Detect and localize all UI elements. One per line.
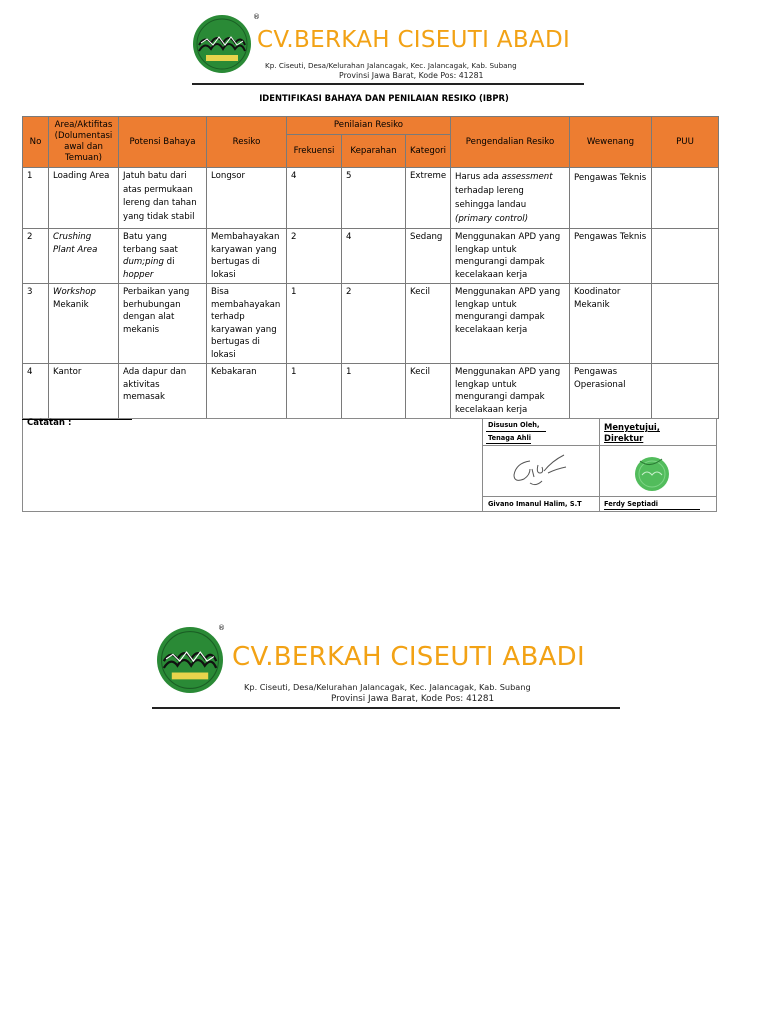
table-row — [23, 168, 719, 229]
cell-kategori: Sedang — [406, 229, 451, 284]
cell-potensi: Ada dapur dan aktivitas memasak — [119, 364, 207, 419]
header-frekuensi: Frekuensi — [287, 135, 342, 168]
header-area: Area/Aktifitas (Dolumentasi awal dan Temuan) — [49, 117, 119, 168]
approved-role: Direktur — [604, 433, 644, 443]
company-name: CV.BERKAH CISEUTI ABADI — [257, 27, 571, 53]
text-part-italic: hopper — [123, 269, 154, 280]
letterhead-rule — [192, 83, 584, 85]
cell-keparahan: 5 — [342, 168, 406, 229]
header-pengendalian: Pengendalian Resiko — [451, 117, 570, 168]
header-wewenang: Wewenang — [570, 117, 652, 168]
cell-wewenang: Koodinator Mekanik — [570, 284, 652, 364]
registered-mark: ® — [218, 624, 225, 632]
mountain-logo-icon — [193, 15, 251, 73]
mountain-logo-icon — [157, 627, 223, 693]
text-part-italic: assessment — [501, 172, 553, 182]
header-no: No — [23, 117, 49, 168]
text-part-italic: (primary control) — [455, 214, 529, 224]
cell-frekuensi: 1 — [287, 284, 342, 364]
header-potensi: Potensi Bahaya — [119, 117, 207, 168]
signature-divider — [482, 496, 717, 497]
company-address-line1: Kp. Ciseuti, Desa/Kelurahan Jalancagak, Kec. Jalancagak, Kab. Subang — [265, 61, 517, 70]
letterhead-rule — [152, 707, 620, 709]
prepared-by-label: Disusun Oleh, — [488, 421, 540, 429]
cell-pengendalian: Menggunakan APD yang lengkap untuk mengurangi dampak kecelakaan kerja — [451, 284, 570, 364]
table-row — [23, 284, 719, 364]
header-keparahan: Keparahan — [342, 135, 406, 168]
signature-scribble-icon — [508, 451, 570, 489]
prepared-name: Givano Imanul Halim, S.T — [488, 500, 582, 508]
cell-no: 4 — [23, 364, 49, 419]
cell-potensi: Jatuh batu dari atas permukaan lereng dan tahan yang tidak stabil — [119, 168, 207, 229]
cell-puu — [652, 364, 719, 419]
cell-resiko: Bisa membahayakan terhadp karyawan yang bertugas di lokasi — [207, 284, 287, 364]
cell-keparahan: 4 — [342, 229, 406, 284]
cell-area: Loading Area — [49, 168, 119, 229]
company-address-line1: Kp. Ciseuti, Desa/Kelurahan Jalancagak, Kec. Jalancagak, Kab. Subang — [244, 682, 531, 692]
approved-by-label: Menyetujui, — [604, 422, 660, 432]
text-part: Batu yang terbang saat — [123, 232, 178, 255]
document-title: IDENTIFIKASI BAHAYA DAN PENILAIAN RESIKO (IBPR) — [259, 93, 509, 103]
ibpr-table — [22, 116, 719, 419]
cell-puu — [652, 284, 719, 364]
cell-area — [49, 284, 119, 364]
cell-puu — [652, 168, 719, 229]
cell-pengendalian: Menggunakan APD yang lengkap untuk mengurangi dampak kecelakaan kerja — [451, 364, 570, 419]
cell-pengendalian: Menggunakan APD yang lengkap untuk mengurangi dampak kecelakaan kerja — [451, 229, 570, 284]
text-part: Mekanik — [53, 299, 89, 310]
table-row — [23, 364, 719, 419]
text-part: di — [163, 257, 175, 267]
text-part-italic: dum;ping — [123, 257, 164, 267]
cell-wewenang: Pengawas Teknis — [570, 229, 652, 284]
notes-label: Catatan : — [27, 418, 72, 428]
cell-puu — [652, 229, 719, 284]
cell-kategori: Extreme — [406, 168, 451, 229]
company-address-line2: Provinsi Jawa Barat, Kode Pos: 41281 — [339, 71, 484, 80]
cell-frekuensi: 2 — [287, 229, 342, 284]
header-penilaian: Penilaian Resiko — [287, 117, 451, 135]
cell-no: 2 — [23, 229, 49, 284]
cell-no: 1 — [23, 168, 49, 229]
header-puu: PUU — [652, 117, 719, 168]
text-part: Harus ada — [455, 172, 502, 182]
cell-wewenang: Pengawas Teknis — [570, 168, 652, 229]
text-part-italic: Workshop — [53, 287, 96, 297]
company-name: CV.BERKAH CISEUTI ABADI — [232, 642, 585, 672]
header-kategori: Kategori — [406, 135, 451, 168]
registered-mark: ® — [253, 13, 260, 21]
cell-resiko: Membahayakan karyawan yang bertugas di lokasi — [207, 229, 287, 284]
signature-divider — [482, 445, 717, 446]
underline — [486, 431, 546, 432]
prepared-role: Tenaga Ahli — [488, 434, 532, 442]
cell-keparahan: 2 — [342, 284, 406, 364]
cell-pengendalian — [451, 168, 570, 229]
cell-potensi: Perbaikan yang berhubungan dengan alat mekanis — [119, 284, 207, 364]
cell-frekuensi: 1 — [287, 364, 342, 419]
company-address-line2: Provinsi Jawa Barat, Kode Pos: 41281 — [331, 694, 495, 704]
cell-resiko: Kebakaran — [207, 364, 287, 419]
cell-area: Kantor — [49, 364, 119, 419]
cell-no: 3 — [23, 284, 49, 364]
header-resiko: Resiko — [207, 117, 287, 168]
cell-area: Crushing Plant Area — [49, 229, 119, 284]
cell-kategori: Kecil — [406, 364, 451, 419]
text-part: terhadap lereng sehingga landau — [455, 186, 527, 210]
underline — [604, 509, 700, 510]
approval-stamp-icon — [632, 455, 672, 493]
table-row — [23, 229, 719, 284]
company-logo — [157, 627, 223, 693]
company-logo — [193, 15, 251, 73]
cell-resiko: Longsor — [207, 168, 287, 229]
cell-frekuensi: 4 — [287, 168, 342, 229]
cell-potensi — [119, 229, 207, 284]
cell-keparahan: 1 — [342, 364, 406, 419]
approved-name: Ferdy Septiadi — [604, 500, 659, 508]
cell-wewenang: Pengawas Operasional — [570, 364, 652, 419]
cell-kategori: Kecil — [406, 284, 451, 364]
underline — [486, 443, 531, 444]
